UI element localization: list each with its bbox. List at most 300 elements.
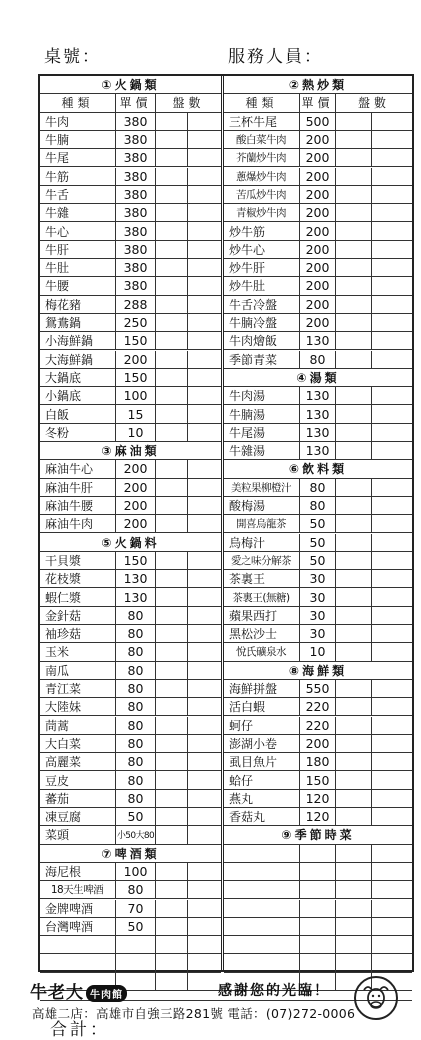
qty-cell[interactable] (188, 222, 221, 239)
qty-cell[interactable] (188, 405, 221, 422)
qty-cell[interactable] (372, 113, 412, 130)
qty-cell[interactable] (156, 698, 188, 715)
section-title-row (40, 442, 221, 460)
menu-item-row (40, 241, 221, 259)
qty-cell[interactable] (156, 332, 188, 349)
qty-cell[interactable] (336, 149, 372, 166)
qty-cell[interactable] (188, 570, 221, 587)
item-name: 白飯 (40, 405, 116, 422)
qty-cell[interactable] (156, 662, 188, 679)
qty-cell[interactable] (188, 149, 221, 166)
qty-cell[interactable] (156, 314, 188, 331)
qty-cell[interactable] (188, 186, 221, 203)
qty-cell[interactable] (372, 534, 412, 551)
qty-cell[interactable] (156, 735, 188, 752)
item-name: 黑松沙士 (224, 625, 300, 642)
item-price: 180 (300, 753, 336, 770)
blank-cell (116, 954, 156, 971)
qty-cell[interactable] (156, 222, 188, 239)
item-price: 80 (116, 881, 156, 898)
section-title-row (224, 460, 412, 478)
item-name: 蕃茄 (40, 790, 116, 807)
qty-cell[interactable] (336, 442, 372, 459)
qty-cell[interactable] (156, 405, 188, 422)
qty-cell[interactable] (156, 497, 188, 514)
section-title-row (224, 369, 412, 387)
qty-cell[interactable] (336, 753, 372, 770)
item-price: 130 (300, 442, 336, 459)
qty-cell[interactable] (188, 826, 221, 843)
qty-cell[interactable] (156, 771, 188, 788)
menu-item-row (40, 131, 221, 149)
qty-cell[interactable] (336, 570, 372, 587)
qty-cell[interactable] (188, 460, 221, 477)
menu-item-row (224, 607, 412, 625)
item-name: 海尼根 (40, 863, 116, 880)
qty-cell[interactable] (188, 918, 221, 935)
qty-cell[interactable] (156, 204, 188, 221)
qty-cell[interactable] (336, 552, 372, 569)
qty-cell[interactable] (156, 241, 188, 258)
item-name: 炒牛肚 (224, 277, 300, 294)
item-price: 80 (116, 625, 156, 642)
blank-cell (336, 881, 372, 898)
qty-cell[interactable] (188, 863, 221, 880)
item-name: 大白菜 (40, 735, 116, 752)
menu-item-row (40, 643, 221, 661)
qty-cell[interactable] (188, 369, 221, 386)
qty-cell[interactable] (156, 588, 188, 605)
qty-cell[interactable] (156, 570, 188, 587)
item-price: 30 (300, 588, 336, 605)
qty-cell[interactable] (372, 680, 412, 697)
qty-cell[interactable] (156, 259, 188, 276)
item-name: 茼蒿 (40, 717, 116, 734)
item-name: 牛尾 (40, 149, 116, 166)
item-price: 380 (116, 204, 156, 221)
section-title-row (40, 845, 221, 863)
qty-cell[interactable] (336, 625, 372, 642)
qty-cell[interactable] (336, 479, 372, 496)
qty-cell[interactable] (188, 314, 221, 331)
item-price: 200 (300, 222, 336, 239)
blank-cell (40, 954, 116, 971)
column-header-row (224, 94, 412, 112)
column-header-row (40, 94, 221, 112)
qty-cell[interactable] (156, 296, 188, 313)
blank-cell (336, 863, 372, 880)
menu-item-row (224, 717, 412, 735)
menu-item-row (224, 790, 412, 808)
menu-item-row (40, 460, 221, 478)
qty-cell[interactable] (156, 168, 188, 185)
item-price: 200 (300, 149, 336, 166)
menu-item-row (224, 351, 412, 369)
qty-cell[interactable] (156, 826, 188, 843)
item-price: 50 (300, 552, 336, 569)
section-title: ⑨季節時菜 (281, 828, 355, 843)
store-address: 高雄二店：高雄市自強三路281號 電話：(07)272-0006 (32, 1006, 356, 1021)
qty-cell[interactable] (156, 369, 188, 386)
qty-cell[interactable] (336, 735, 372, 752)
qty-cell[interactable] (156, 717, 188, 734)
item-name: 小鍋底 (40, 387, 116, 404)
qty-cell[interactable] (336, 424, 372, 441)
qty-cell[interactable] (336, 698, 372, 715)
qty-cell[interactable] (336, 222, 372, 239)
qty-cell[interactable] (372, 808, 412, 825)
qty-cell[interactable] (188, 808, 221, 825)
qty-cell[interactable] (156, 351, 188, 368)
menu-item-row (40, 588, 221, 606)
blank-row (224, 900, 412, 918)
qty-cell[interactable] (156, 808, 188, 825)
item-price: 220 (300, 717, 336, 734)
qty-cell[interactable] (336, 405, 372, 422)
menu-item-row (224, 753, 412, 771)
item-name: 三杯牛尾 (224, 113, 300, 130)
item-price: 380 (116, 131, 156, 148)
qty-cell[interactable] (188, 735, 221, 752)
qty-cell[interactable] (188, 296, 221, 313)
qty-cell[interactable] (336, 241, 372, 258)
qty-cell[interactable] (336, 204, 372, 221)
item-name: 蔥爆炒牛肉 (224, 168, 300, 185)
qty-cell[interactable] (188, 771, 221, 788)
blank-cell (372, 845, 412, 862)
menu-item-row (40, 113, 221, 131)
qty-cell[interactable] (372, 607, 412, 624)
qty-cell[interactable] (156, 424, 188, 441)
qty-cell[interactable] (336, 351, 372, 368)
menu-item-row (40, 570, 221, 588)
qty-cell[interactable] (188, 168, 221, 185)
menu-item-row (224, 314, 412, 332)
menu-item-row (224, 515, 412, 533)
qty-cell[interactable] (188, 497, 221, 514)
qty-cell[interactable] (372, 479, 412, 496)
blank-cell (336, 900, 372, 917)
qty-cell[interactable] (156, 680, 188, 697)
item-name: 蝦仁漿 (40, 588, 116, 605)
qty-cell[interactable] (372, 332, 412, 349)
qty-cell[interactable] (156, 149, 188, 166)
menu-item-row (224, 168, 412, 186)
qty-cell[interactable] (336, 259, 372, 276)
qty-cell[interactable] (372, 497, 412, 514)
blank-cell (224, 845, 300, 862)
qty-cell[interactable] (372, 351, 412, 368)
item-price: 200 (300, 168, 336, 185)
header-price: 單價 (300, 94, 336, 111)
qty-cell[interactable] (188, 552, 221, 569)
item-price: 130 (300, 424, 336, 441)
qty-cell[interactable] (156, 113, 188, 130)
qty-cell[interactable] (372, 296, 412, 313)
blank-cell (188, 954, 221, 971)
qty-cell[interactable] (372, 570, 412, 587)
qty-cell[interactable] (372, 625, 412, 642)
qty-cell[interactable] (372, 771, 412, 788)
qty-cell[interactable] (372, 552, 412, 569)
qty-cell[interactable] (372, 241, 412, 258)
qty-cell[interactable] (156, 790, 188, 807)
section-title-row (40, 534, 221, 552)
item-price: 130 (116, 588, 156, 605)
qty-cell[interactable] (372, 515, 412, 532)
item-name: 青椒炒牛肉 (224, 204, 300, 221)
menu-item-row (40, 863, 221, 881)
qty-cell[interactable] (372, 204, 412, 221)
qty-cell[interactable] (336, 771, 372, 788)
item-price: 380 (116, 277, 156, 294)
menu-item-row (40, 900, 221, 918)
qty-cell[interactable] (372, 405, 412, 422)
blank-cell (300, 900, 336, 917)
qty-cell[interactable] (372, 131, 412, 148)
qty-cell[interactable] (336, 717, 372, 734)
qty-cell[interactable] (188, 332, 221, 349)
qty-cell[interactable] (372, 186, 412, 203)
qty-cell[interactable] (372, 387, 412, 404)
qty-cell[interactable] (372, 790, 412, 807)
qty-cell[interactable] (188, 625, 221, 642)
qty-cell[interactable] (156, 918, 188, 935)
qty-cell[interactable] (372, 442, 412, 459)
qty-cell[interactable] (372, 424, 412, 441)
brand-logo (30, 978, 127, 1003)
qty-cell[interactable] (372, 168, 412, 185)
item-price: 80 (116, 643, 156, 660)
item-name: 青江菜 (40, 680, 116, 697)
blank-cell (224, 863, 300, 880)
item-price: 380 (116, 149, 156, 166)
item-price: 550 (300, 680, 336, 697)
qty-cell[interactable] (156, 552, 188, 569)
qty-cell[interactable] (336, 277, 372, 294)
qty-cell[interactable] (188, 131, 221, 148)
blank-cell (336, 845, 372, 862)
qty-cell[interactable] (188, 662, 221, 679)
menu-item-row (224, 698, 412, 716)
item-name: 牛肉燴飯 (224, 332, 300, 349)
item-name: 麻油牛肝 (40, 479, 116, 496)
qty-cell[interactable] (372, 222, 412, 239)
menu-item-row (40, 662, 221, 680)
item-price: 200 (300, 186, 336, 203)
item-price: 50 (116, 918, 156, 935)
qty-cell[interactable] (188, 515, 221, 532)
item-price: 80 (116, 790, 156, 807)
qty-cell[interactable] (156, 387, 188, 404)
blank-cell (372, 863, 412, 880)
thanks-message: 感謝您的光臨！ (218, 983, 330, 999)
menu-item-row (40, 479, 221, 497)
blank-row (224, 954, 412, 972)
item-name: 燕丸 (224, 790, 300, 807)
qty-cell[interactable] (336, 790, 372, 807)
item-name: 牛雜 (40, 204, 116, 221)
menu-item-row (40, 790, 221, 808)
menu-item-row (40, 424, 221, 442)
qty-cell[interactable] (188, 881, 221, 898)
item-price: 80 (300, 351, 336, 368)
qty-cell[interactable] (188, 241, 221, 258)
qty-cell[interactable] (156, 479, 188, 496)
menu-item-row (40, 680, 221, 698)
qty-cell[interactable] (336, 131, 372, 148)
menu-item-row (40, 881, 221, 899)
qty-cell[interactable] (188, 387, 221, 404)
item-name: 牛雜湯 (224, 442, 300, 459)
qty-cell[interactable] (156, 881, 188, 898)
qty-cell[interactable] (188, 424, 221, 441)
blank-cell (224, 936, 300, 953)
menu-item-row (40, 168, 221, 186)
blank-cell (224, 918, 300, 935)
qty-cell[interactable] (336, 113, 372, 130)
qty-cell[interactable] (336, 296, 372, 313)
item-name: 大海鮮鍋 (40, 351, 116, 368)
qty-cell[interactable] (156, 753, 188, 770)
qty-cell[interactable] (372, 735, 412, 752)
item-price: 100 (116, 387, 156, 404)
blank-cell (156, 973, 188, 990)
item-price: 80 (116, 607, 156, 624)
blank-row (224, 863, 412, 881)
qty-cell[interactable] (156, 186, 188, 203)
item-price: 380 (116, 259, 156, 276)
item-name: 牛腩冷盤 (224, 314, 300, 331)
qty-cell[interactable] (336, 515, 372, 532)
qty-cell[interactable] (156, 625, 188, 642)
item-name: 美粒果柳橙汁 (224, 479, 300, 496)
qty-cell[interactable] (188, 607, 221, 624)
menu-item-row (224, 204, 412, 222)
section-title: ⑧海鮮類 (288, 663, 348, 678)
qty-cell[interactable] (336, 186, 372, 203)
item-name: 麻油牛心 (40, 460, 116, 477)
qty-cell[interactable] (156, 460, 188, 477)
item-price: 120 (300, 790, 336, 807)
menu-item-row (224, 497, 412, 515)
qty-cell[interactable] (188, 277, 221, 294)
qty-cell[interactable] (372, 588, 412, 605)
menu-item-row (224, 771, 412, 789)
staff-label: 服務人員： (228, 47, 323, 67)
blank-row (224, 881, 412, 899)
blank-cell (300, 918, 336, 935)
qty-cell[interactable] (336, 680, 372, 697)
blank-cell (300, 845, 336, 862)
item-price: 200 (300, 277, 336, 294)
qty-cell[interactable] (188, 753, 221, 770)
qty-cell[interactable] (336, 168, 372, 185)
menu-item-row (224, 222, 412, 240)
qty-cell[interactable] (156, 277, 188, 294)
qty-cell[interactable] (336, 808, 372, 825)
item-name: 開喜烏龍茶 (224, 515, 300, 532)
item-price: 200 (116, 351, 156, 368)
qty-cell[interactable] (372, 149, 412, 166)
qty-cell[interactable] (336, 387, 372, 404)
item-name: 小海鮮鍋 (40, 332, 116, 349)
menu-item-row (40, 314, 221, 332)
menu-item-row (40, 771, 221, 789)
menu-item-row (40, 826, 221, 844)
qty-cell[interactable] (156, 131, 188, 148)
menu-item-row (224, 442, 412, 460)
item-name: 澎湖小卷 (224, 735, 300, 752)
qty-cell[interactable] (156, 607, 188, 624)
menu-item-row (40, 351, 221, 369)
qty-cell[interactable] (188, 351, 221, 368)
qty-cell[interactable] (188, 698, 221, 715)
qty-cell[interactable] (188, 790, 221, 807)
blank-cell (224, 954, 300, 971)
blank-cell (40, 936, 116, 953)
menu-item-row (224, 149, 412, 167)
menu-item-row (40, 918, 221, 936)
qty-cell[interactable] (336, 607, 372, 624)
menu-item-row (224, 552, 412, 570)
blank-cell (116, 936, 156, 953)
qty-cell[interactable] (372, 698, 412, 715)
qty-cell[interactable] (336, 534, 372, 551)
menu-item-row (40, 259, 221, 277)
qty-cell[interactable] (336, 497, 372, 514)
qty-cell[interactable] (156, 900, 188, 917)
qty-cell[interactable] (336, 643, 372, 660)
blank-cell (372, 900, 412, 917)
qty-cell[interactable] (372, 259, 412, 276)
item-price: 80 (116, 717, 156, 734)
qty-cell[interactable] (372, 314, 412, 331)
qty-cell[interactable] (372, 277, 412, 294)
qty-cell[interactable] (336, 314, 372, 331)
item-price: 380 (116, 241, 156, 258)
qty-cell[interactable] (336, 332, 372, 349)
item-price: 200 (300, 131, 336, 148)
qty-cell[interactable] (188, 643, 221, 660)
qty-cell[interactable] (336, 588, 372, 605)
qty-cell[interactable] (188, 717, 221, 734)
section-title: ②熱炒類 (288, 78, 348, 93)
qty-cell[interactable] (188, 259, 221, 276)
menu-item-row (40, 222, 221, 240)
menu-item-row (40, 204, 221, 222)
blank-cell (372, 936, 412, 953)
qty-cell[interactable] (372, 753, 412, 770)
qty-cell[interactable] (188, 479, 221, 496)
qty-cell[interactable] (156, 643, 188, 660)
qty-cell[interactable] (372, 717, 412, 734)
item-price: 200 (300, 735, 336, 752)
qty-cell[interactable] (188, 113, 221, 130)
item-name: 蚵仔 (224, 717, 300, 734)
qty-cell[interactable] (372, 643, 412, 660)
qty-cell[interactable] (188, 680, 221, 697)
item-name: 炒牛心 (224, 241, 300, 258)
qty-cell[interactable] (156, 515, 188, 532)
blank-cell (300, 954, 336, 971)
qty-cell[interactable] (156, 863, 188, 880)
qty-cell[interactable] (188, 204, 221, 221)
qty-cell[interactable] (188, 900, 221, 917)
qty-cell[interactable] (188, 588, 221, 605)
item-price: 80 (116, 771, 156, 788)
item-price: 200 (116, 497, 156, 514)
